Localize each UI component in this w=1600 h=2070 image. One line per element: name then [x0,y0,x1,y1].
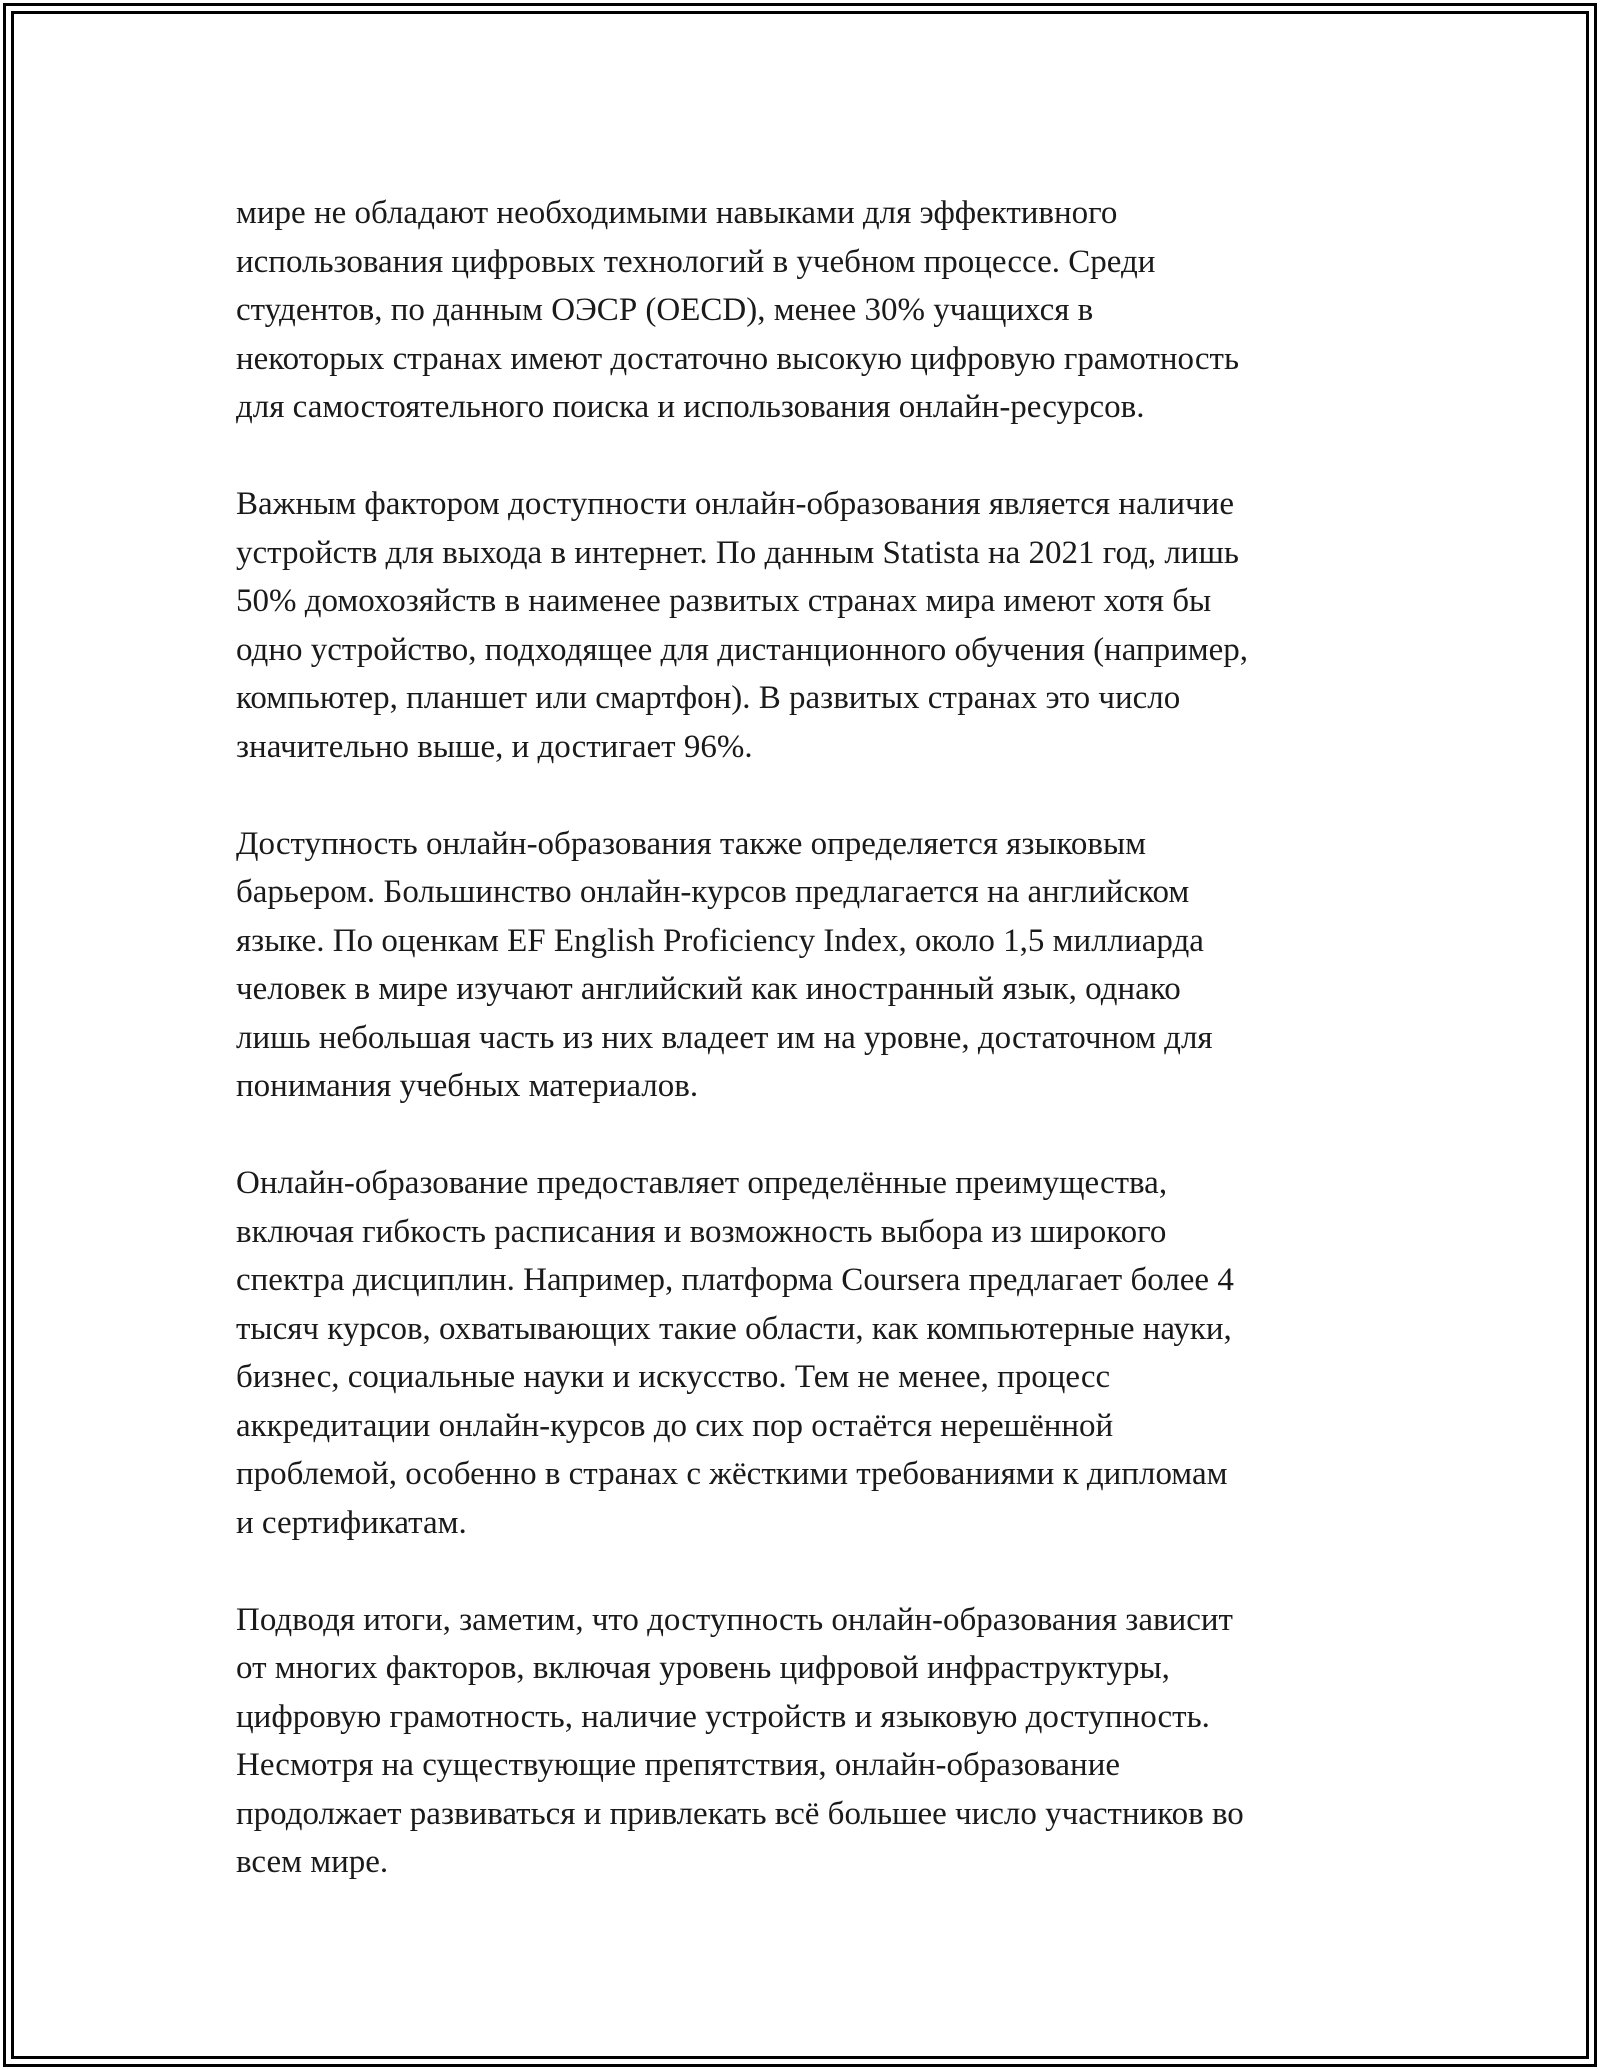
text-line: понимания учебных материалов. [236,1068,699,1104]
text-line: одно устройство, подходящее для дистанционного обучения (например, [236,631,1249,668]
text-line: Важным фактором доступности онлайн-образования является наличие [236,486,1234,522]
text-line: Онлайн-образование предоставляет определённые преимущества, [236,1165,1168,1201]
text-line: тысяч курсов, охватывающих такие области, как компьютерные науки, [236,1310,1232,1347]
text-line: для самостоятельного поиска и использования онлайн-ресурсов. [236,389,1145,425]
text-line: барьером. Большинство онлайн-курсов предлагается на английском [236,874,1190,910]
paragraph-digital-literacy [236,189,1396,432]
paragraph-devices [236,480,1396,771]
text-line: Подводя итоги, заметим, что доступность онлайн-образования зависит [236,1601,1233,1638]
text-line: человек в мире изучают английский как иностранный язык, однако [236,971,1181,1007]
text-line: мире не обладают необходимыми навыками для эффективного [236,195,1118,231]
text-line: компьютер, планшет или смартфон). В развитых странах это число [236,680,1181,716]
text-line: всем мире. [236,1844,389,1880]
text-line: использования цифровых технологий в учебном процессе. Среди [236,243,1156,280]
text-line: проблемой, особенно в странах с жёсткими требованиями к дипломам [236,1456,1228,1492]
text-line: и сертификатам. [236,1504,467,1541]
text-line: Доступность онлайн-образования также определяется языковым [236,825,1147,862]
text-line: аккредитации онлайн-курсов до сих пор остаётся нерешённой [236,1407,1114,1444]
text-line: Несмотря на существующие препятствия, онлайн-образование [236,1747,1121,1783]
document-body [236,189,1396,1935]
text-line: языке. По оценкам EF English Proficiency Index, около 1,5 миллиарда [236,922,1204,959]
text-line: цифровую грамотность, наличие устройств и языковую доступность. [236,1698,1210,1735]
text-line: 50% домохозяйств в наименее развитых странах мира имеют хотя бы [236,583,1212,619]
text-line: лишь небольшая часть из них владеет им на уровне, достаточном для [236,1019,1213,1056]
paragraph-advantages [236,1159,1396,1547]
paragraph-conclusion [236,1596,1396,1887]
text-line: устройств для выхода в интернет. По данным Statista на 2021 год, лишь [236,534,1239,571]
text-line: от многих факторов, включая уровень цифровой инфраструктуры, [236,1650,1170,1686]
text-line: значительно выше, и достигает 96%. [236,728,753,765]
text-line: продолжает развиваться и привлекать всё большее число участников во [236,1795,1244,1832]
text-line: бизнес, социальные науки и искусство. Тем не менее, процесс [236,1359,1111,1395]
text-line: включая гибкость расписания и возможность выбора из широкого [236,1213,1167,1250]
text-line: некоторых странах имеют достаточно высокую цифровую грамотность [236,340,1239,377]
paragraph-language-barrier [236,820,1396,1111]
text-line: студентов, по данным ОЭСР (OECD), менее 30% учащихся в [236,292,1094,328]
text-line: спектра дисциплин. Например, платформа Coursera предлагает более 4 [236,1262,1234,1298]
